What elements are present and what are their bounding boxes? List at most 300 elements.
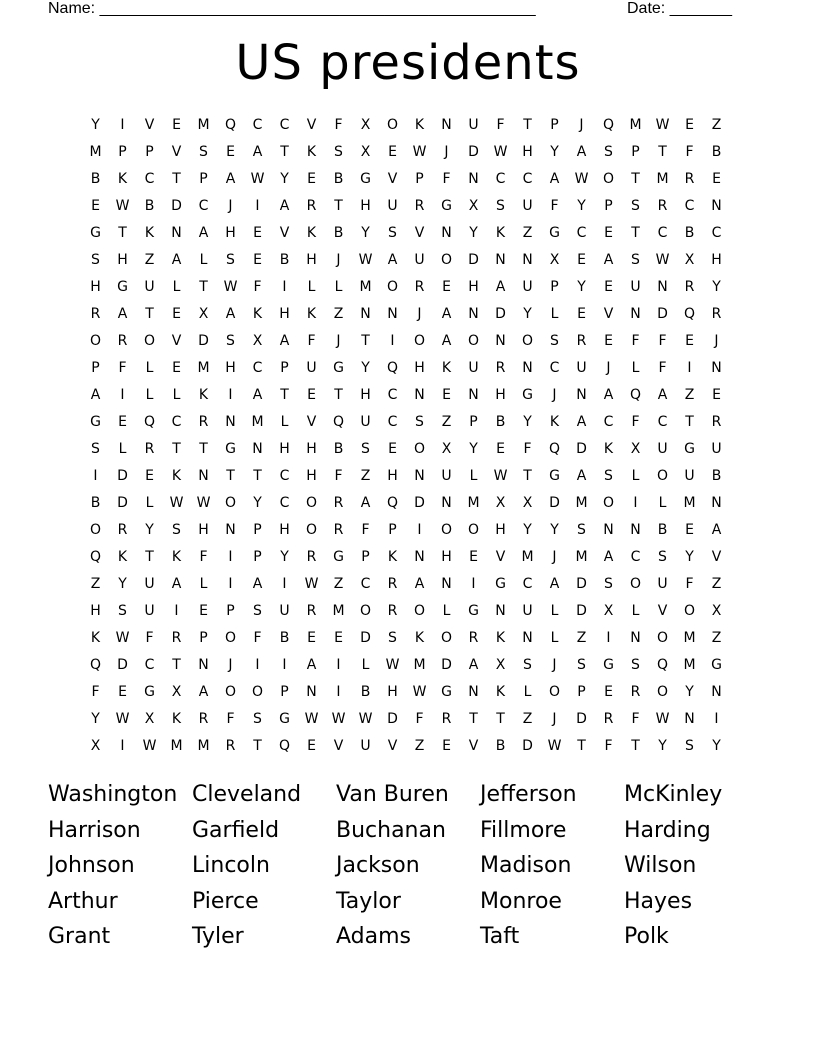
grid-letter: I xyxy=(228,576,233,592)
grid-letter: P xyxy=(388,522,397,538)
grid-letter: N xyxy=(360,306,371,322)
grid-letter: W xyxy=(547,738,562,754)
grid-letter: O xyxy=(467,333,480,349)
grid-letter: B xyxy=(495,414,506,430)
grid-letter: R xyxy=(117,333,128,349)
grid-letter: Y xyxy=(523,522,532,538)
grid-letter: N xyxy=(522,630,533,646)
grid-letter: E xyxy=(604,279,613,295)
grid-letter: A xyxy=(306,657,317,673)
grid-letter: Q xyxy=(89,549,102,565)
grid-letter: K xyxy=(117,549,128,565)
word-list-item: Van Buren xyxy=(336,782,449,807)
grid-letter: A xyxy=(279,198,290,214)
grid-letter: X xyxy=(171,684,182,700)
grid-letter: A xyxy=(603,549,614,565)
grid-letter: A xyxy=(603,387,614,403)
grid-letter: U xyxy=(360,738,371,754)
grid-letter: N xyxy=(468,387,479,403)
grid-letter: I xyxy=(282,657,287,673)
grid-letter: A xyxy=(387,252,398,268)
grid-letter: Y xyxy=(361,225,370,241)
grid-letter: K xyxy=(90,630,101,646)
grid-letter: C xyxy=(549,360,560,376)
grid-letter: E xyxy=(172,117,181,133)
grid-letter: O xyxy=(656,630,669,646)
grid-letter: I xyxy=(282,576,287,592)
grid-letter: M xyxy=(197,360,210,376)
word-list-item: Taylor xyxy=(336,888,401,914)
grid-letter: I xyxy=(714,711,719,727)
grid-letter: G xyxy=(333,360,344,376)
grid-letter: V xyxy=(306,414,317,430)
grid-letter: Y xyxy=(685,549,694,565)
grid-letter: T xyxy=(523,468,532,484)
grid-letter: M xyxy=(197,117,210,133)
grid-letter: G xyxy=(279,711,290,727)
grid-letter: N xyxy=(441,117,452,133)
grid-letter: O xyxy=(602,495,615,511)
grid-letter: F xyxy=(415,711,424,727)
grid-letter: I xyxy=(471,576,476,592)
grid-letter: O xyxy=(602,171,615,187)
grid-letter: G xyxy=(441,684,452,700)
grid-letter: Y xyxy=(280,171,289,187)
grid-letter: F xyxy=(199,549,208,565)
grid-letter: L xyxy=(469,468,478,484)
grid-letter: H xyxy=(441,549,452,565)
grid-letter: N xyxy=(495,333,506,349)
grid-letter: O xyxy=(440,252,453,268)
word-list-item: Taft xyxy=(480,924,520,950)
grid-letter: I xyxy=(120,117,125,133)
grid-letter: O xyxy=(656,468,669,484)
grid-letter: O xyxy=(440,522,453,538)
grid-letter: B xyxy=(711,468,722,484)
grid-letter: D xyxy=(576,441,587,457)
grid-letter: E xyxy=(604,333,613,349)
grid-letter: R xyxy=(144,441,155,457)
grid-letter: V xyxy=(603,306,614,322)
grid-letter: X xyxy=(198,306,209,322)
grid-letter: T xyxy=(199,279,208,295)
grid-letter: N xyxy=(198,657,209,673)
grid-letter: A xyxy=(657,387,668,403)
grid-letter: E xyxy=(172,360,181,376)
grid-letter: C xyxy=(495,171,506,187)
grid-letter: E xyxy=(199,603,208,619)
grid-letter: R xyxy=(441,711,452,727)
grid-letter: O xyxy=(521,333,534,349)
grid-letter: G xyxy=(441,198,452,214)
grid-letter: O xyxy=(89,522,102,538)
grid-letter: G xyxy=(90,225,101,241)
grid-letter: T xyxy=(280,387,289,403)
grid-letter: N xyxy=(414,549,425,565)
grid-letter: O xyxy=(386,279,399,295)
grid-letter: S xyxy=(685,738,694,754)
grid-letter: C xyxy=(279,495,290,511)
grid-letter: A xyxy=(198,225,209,241)
grid-letter: Y xyxy=(712,279,721,295)
grid-letter: S xyxy=(577,657,586,673)
grid-letter: H xyxy=(198,522,209,538)
grid-letter: T xyxy=(577,738,586,754)
grid-letter: I xyxy=(255,657,260,673)
grid-letter: R xyxy=(414,279,425,295)
grid-letter: Z xyxy=(684,387,695,403)
word-list-item: Madison xyxy=(480,853,572,879)
grid-letter: C xyxy=(171,414,182,430)
grid-letter: L xyxy=(442,603,451,619)
grid-letter: A xyxy=(198,684,209,700)
grid-letter: A xyxy=(549,576,560,592)
grid-letter: R xyxy=(198,711,209,727)
grid-letter: O xyxy=(305,522,318,538)
word-list-item: Harding xyxy=(624,817,711,843)
grid-letter: E xyxy=(577,306,586,322)
grid-letter: T xyxy=(685,414,694,430)
grid-letter: B xyxy=(144,198,155,214)
grid-letter: O xyxy=(683,603,696,619)
grid-letter: J xyxy=(552,711,557,727)
grid-letter: T xyxy=(631,738,640,754)
grid-letter: Y xyxy=(361,360,370,376)
grid-letter: C xyxy=(144,171,155,187)
grid-letter: Z xyxy=(711,576,722,592)
grid-letter: N xyxy=(603,522,614,538)
grid-letter: E xyxy=(307,387,316,403)
grid-letter: E xyxy=(685,333,694,349)
grid-letter: N xyxy=(576,387,587,403)
grid-letter: I xyxy=(633,495,638,511)
grid-letter: C xyxy=(387,414,398,430)
grid-letter: D xyxy=(576,576,587,592)
grid-letter: E xyxy=(712,171,721,187)
grid-letter: P xyxy=(253,549,262,565)
grid-letter: K xyxy=(117,171,128,187)
grid-letter: C xyxy=(630,549,641,565)
grid-letter: P xyxy=(604,198,613,214)
grid-letter: B xyxy=(333,171,344,187)
grid-letter: G xyxy=(549,225,560,241)
grid-letter: Y xyxy=(550,144,559,160)
grid-letter: W xyxy=(412,684,427,700)
grid-letter: T xyxy=(226,468,235,484)
grid-letter: O xyxy=(548,684,561,700)
grid-letter: X xyxy=(549,252,560,268)
grid-letter: O xyxy=(143,333,156,349)
grid-letter: H xyxy=(711,252,722,268)
grid-letter: D xyxy=(117,495,128,511)
grid-letter: F xyxy=(523,441,532,457)
grid-letter: V xyxy=(144,117,155,133)
grid-letter: P xyxy=(469,414,478,430)
grid-letter: P xyxy=(280,684,289,700)
grid-letter: F xyxy=(361,522,370,538)
grid-letter: A xyxy=(90,387,101,403)
grid-letter: F xyxy=(334,468,343,484)
grid-letter: D xyxy=(441,657,452,673)
word-list-item: Cleveland xyxy=(192,782,302,807)
grid-letter: N xyxy=(441,225,452,241)
grid-letter: K xyxy=(306,306,317,322)
grid-letter: L xyxy=(145,360,154,376)
grid-letter: O xyxy=(656,684,669,700)
grid-letter: E xyxy=(388,441,397,457)
grid-letter: V xyxy=(333,738,344,754)
grid-letter: I xyxy=(336,684,341,700)
grid-letter: E xyxy=(172,306,181,322)
grid-letter: U xyxy=(279,603,290,619)
grid-letter: H xyxy=(117,252,128,268)
grid-letter: M xyxy=(413,657,426,673)
grid-letter: I xyxy=(282,279,287,295)
grid-letter: S xyxy=(199,144,208,160)
grid-letter: O xyxy=(305,495,318,511)
grid-letter: S xyxy=(604,468,613,484)
grid-letter: H xyxy=(387,468,398,484)
word-search-grid xyxy=(82,112,736,760)
grid-letter: B xyxy=(90,171,101,187)
word-list-item: Tyler xyxy=(192,924,244,950)
grid-letter: L xyxy=(361,657,370,673)
grid-letter: O xyxy=(629,576,642,592)
grid-letter: Y xyxy=(577,279,586,295)
grid-letter: A xyxy=(225,306,236,322)
grid-letter: W xyxy=(115,711,130,727)
grid-letter: W xyxy=(304,711,319,727)
grid-letter: E xyxy=(388,144,397,160)
grid-letter: A xyxy=(441,333,452,349)
grid-letter: B xyxy=(90,495,101,511)
grid-letter: Y xyxy=(253,495,262,511)
grid-letter: K xyxy=(144,225,155,241)
grid-letter: B xyxy=(657,522,668,538)
grid-letter: S xyxy=(496,198,505,214)
grid-letter: O xyxy=(224,684,237,700)
grid-letter: T xyxy=(172,441,181,457)
grid-letter: A xyxy=(252,387,263,403)
grid-letter: K xyxy=(495,225,506,241)
word-list-item: Jackson xyxy=(336,853,420,879)
grid-letter: R xyxy=(414,198,425,214)
word-list-item: Lincoln xyxy=(192,853,270,879)
grid-letter: H xyxy=(306,252,317,268)
grid-letter: K xyxy=(306,225,317,241)
grid-letter: B xyxy=(279,252,290,268)
grid-letter: K xyxy=(171,549,182,565)
grid-letter: S xyxy=(631,252,640,268)
grid-letter: W xyxy=(115,630,130,646)
date-field[interactable]: Date: _______ xyxy=(627,0,732,17)
word-list-item: Harrison xyxy=(48,817,141,843)
grid-letter: R xyxy=(603,711,614,727)
grid-letter: T xyxy=(118,225,127,241)
grid-letter: M xyxy=(683,630,696,646)
grid-letter: R xyxy=(198,414,209,430)
grid-letter: X xyxy=(684,252,695,268)
grid-letter: U xyxy=(441,468,452,484)
grid-letter: H xyxy=(387,684,398,700)
grid-letter: F xyxy=(496,117,505,133)
grid-letter: B xyxy=(279,630,290,646)
grid-letter: L xyxy=(550,603,559,619)
grid-letter: S xyxy=(226,252,235,268)
grid-letter: J xyxy=(552,549,557,565)
grid-letter: N xyxy=(711,360,722,376)
grid-letter: N xyxy=(252,441,263,457)
grid-letter: E xyxy=(118,414,127,430)
grid-letter: I xyxy=(120,387,125,403)
grid-letter: N xyxy=(387,306,398,322)
grid-letter: A xyxy=(225,171,236,187)
grid-letter: K xyxy=(306,144,317,160)
grid-letter: S xyxy=(253,603,262,619)
grid-letter: U xyxy=(468,360,479,376)
grid-letter: M xyxy=(332,603,345,619)
grid-letter: T xyxy=(361,333,370,349)
grid-letter: W xyxy=(196,495,211,511)
grid-letter: U xyxy=(414,252,425,268)
grid-letter: F xyxy=(253,630,262,646)
grid-letter: N xyxy=(225,522,236,538)
grid-letter: Z xyxy=(522,225,533,241)
grid-letter: B xyxy=(495,738,506,754)
grid-letter: I xyxy=(417,522,422,538)
grid-letter: S xyxy=(172,522,181,538)
grid-letter: Y xyxy=(658,738,667,754)
grid-letter: D xyxy=(360,630,371,646)
grid-letter: S xyxy=(253,711,262,727)
grid-letter: K xyxy=(171,711,182,727)
grid-letter: V xyxy=(171,333,182,349)
grid-letter: V xyxy=(414,225,425,241)
grid-letter: W xyxy=(304,576,319,592)
grid-letter: S xyxy=(550,333,559,349)
grid-letter: B xyxy=(711,144,722,160)
grid-letter: L xyxy=(280,414,289,430)
grid-letter: N xyxy=(414,387,425,403)
grid-letter: S xyxy=(118,603,127,619)
grid-letter: W xyxy=(142,738,157,754)
grid-letter: N xyxy=(522,360,533,376)
grid-letter: I xyxy=(255,198,260,214)
grid-letter: Y xyxy=(469,225,478,241)
grid-letter: R xyxy=(90,306,101,322)
grid-letter: L xyxy=(118,441,127,457)
grid-letter: G xyxy=(684,441,695,457)
grid-letter: J xyxy=(417,306,422,322)
grid-letter: H xyxy=(225,360,236,376)
grid-letter: P xyxy=(91,360,100,376)
grid-letter: T xyxy=(658,144,667,160)
grid-letter: W xyxy=(331,711,346,727)
grid-letter: J xyxy=(552,657,557,673)
grid-letter: C xyxy=(603,414,614,430)
grid-letter: O xyxy=(89,333,102,349)
grid-letter: D xyxy=(576,603,587,619)
word-list-item: Grant xyxy=(48,924,111,950)
grid-letter: D xyxy=(522,738,533,754)
grid-letter: V xyxy=(657,603,668,619)
grid-letter: J xyxy=(579,117,584,133)
grid-letter: Y xyxy=(280,549,289,565)
grid-letter: F xyxy=(685,144,694,160)
grid-letter: O xyxy=(224,630,237,646)
grid-letter: B xyxy=(684,225,695,241)
grid-letter: X xyxy=(360,117,371,133)
grid-letter: Z xyxy=(711,117,722,133)
grid-letter: H xyxy=(306,468,317,484)
word-list-item: Adams xyxy=(336,924,412,950)
grid-letter: I xyxy=(228,387,233,403)
grid-letter: J xyxy=(228,198,233,214)
grid-letter: O xyxy=(386,117,399,133)
word-list-item: Monroe xyxy=(480,888,562,914)
grid-letter: X xyxy=(495,657,506,673)
grid-letter: G xyxy=(90,414,101,430)
grid-letter: W xyxy=(574,171,589,187)
grid-letter: C xyxy=(576,225,587,241)
grid-letter: R xyxy=(576,333,587,349)
grid-letter: O xyxy=(413,441,426,457)
grid-letter: P xyxy=(280,360,289,376)
grid-letter: S xyxy=(631,657,640,673)
grid-letter: E xyxy=(442,387,451,403)
grid-letter: N xyxy=(468,306,479,322)
grid-letter: R xyxy=(117,522,128,538)
grid-letter: M xyxy=(521,549,534,565)
grid-letter: E xyxy=(496,441,505,457)
grid-letter: F xyxy=(118,360,127,376)
grid-letter: P xyxy=(199,630,208,646)
grid-letter: P xyxy=(550,279,559,295)
grid-letter: G xyxy=(144,684,155,700)
grid-letter: W xyxy=(655,252,670,268)
grid-letter: R xyxy=(387,603,398,619)
grid-letter: A xyxy=(252,144,263,160)
word-list xyxy=(48,777,768,955)
grid-letter: R xyxy=(711,414,722,430)
grid-letter: F xyxy=(685,576,694,592)
grid-letter: H xyxy=(495,387,506,403)
grid-letter: L xyxy=(631,603,640,619)
grid-letter: F xyxy=(658,333,667,349)
grid-letter: L xyxy=(658,495,667,511)
grid-letter: W xyxy=(358,252,373,268)
word-list-item: Fillmore xyxy=(480,817,567,843)
grid-letter: G xyxy=(117,279,128,295)
grid-letter: V xyxy=(468,738,479,754)
name-field[interactable]: Name: _________________________________________________ xyxy=(48,0,536,17)
grid-letter: U xyxy=(387,198,398,214)
grid-letter: D xyxy=(117,657,128,673)
grid-letter: P xyxy=(253,522,262,538)
grid-letter: A xyxy=(171,576,182,592)
grid-letter: N xyxy=(630,306,641,322)
grid-letter: A xyxy=(576,414,587,430)
grid-letter: G xyxy=(333,549,344,565)
grid-letter: V xyxy=(495,549,506,565)
grid-letter: N xyxy=(468,684,479,700)
grid-letter: R xyxy=(333,495,344,511)
grid-letter: P xyxy=(415,171,424,187)
grid-letter: L xyxy=(145,495,154,511)
grid-letter: I xyxy=(336,657,341,673)
grid-letter: X xyxy=(603,603,614,619)
grid-letter: H xyxy=(306,441,317,457)
